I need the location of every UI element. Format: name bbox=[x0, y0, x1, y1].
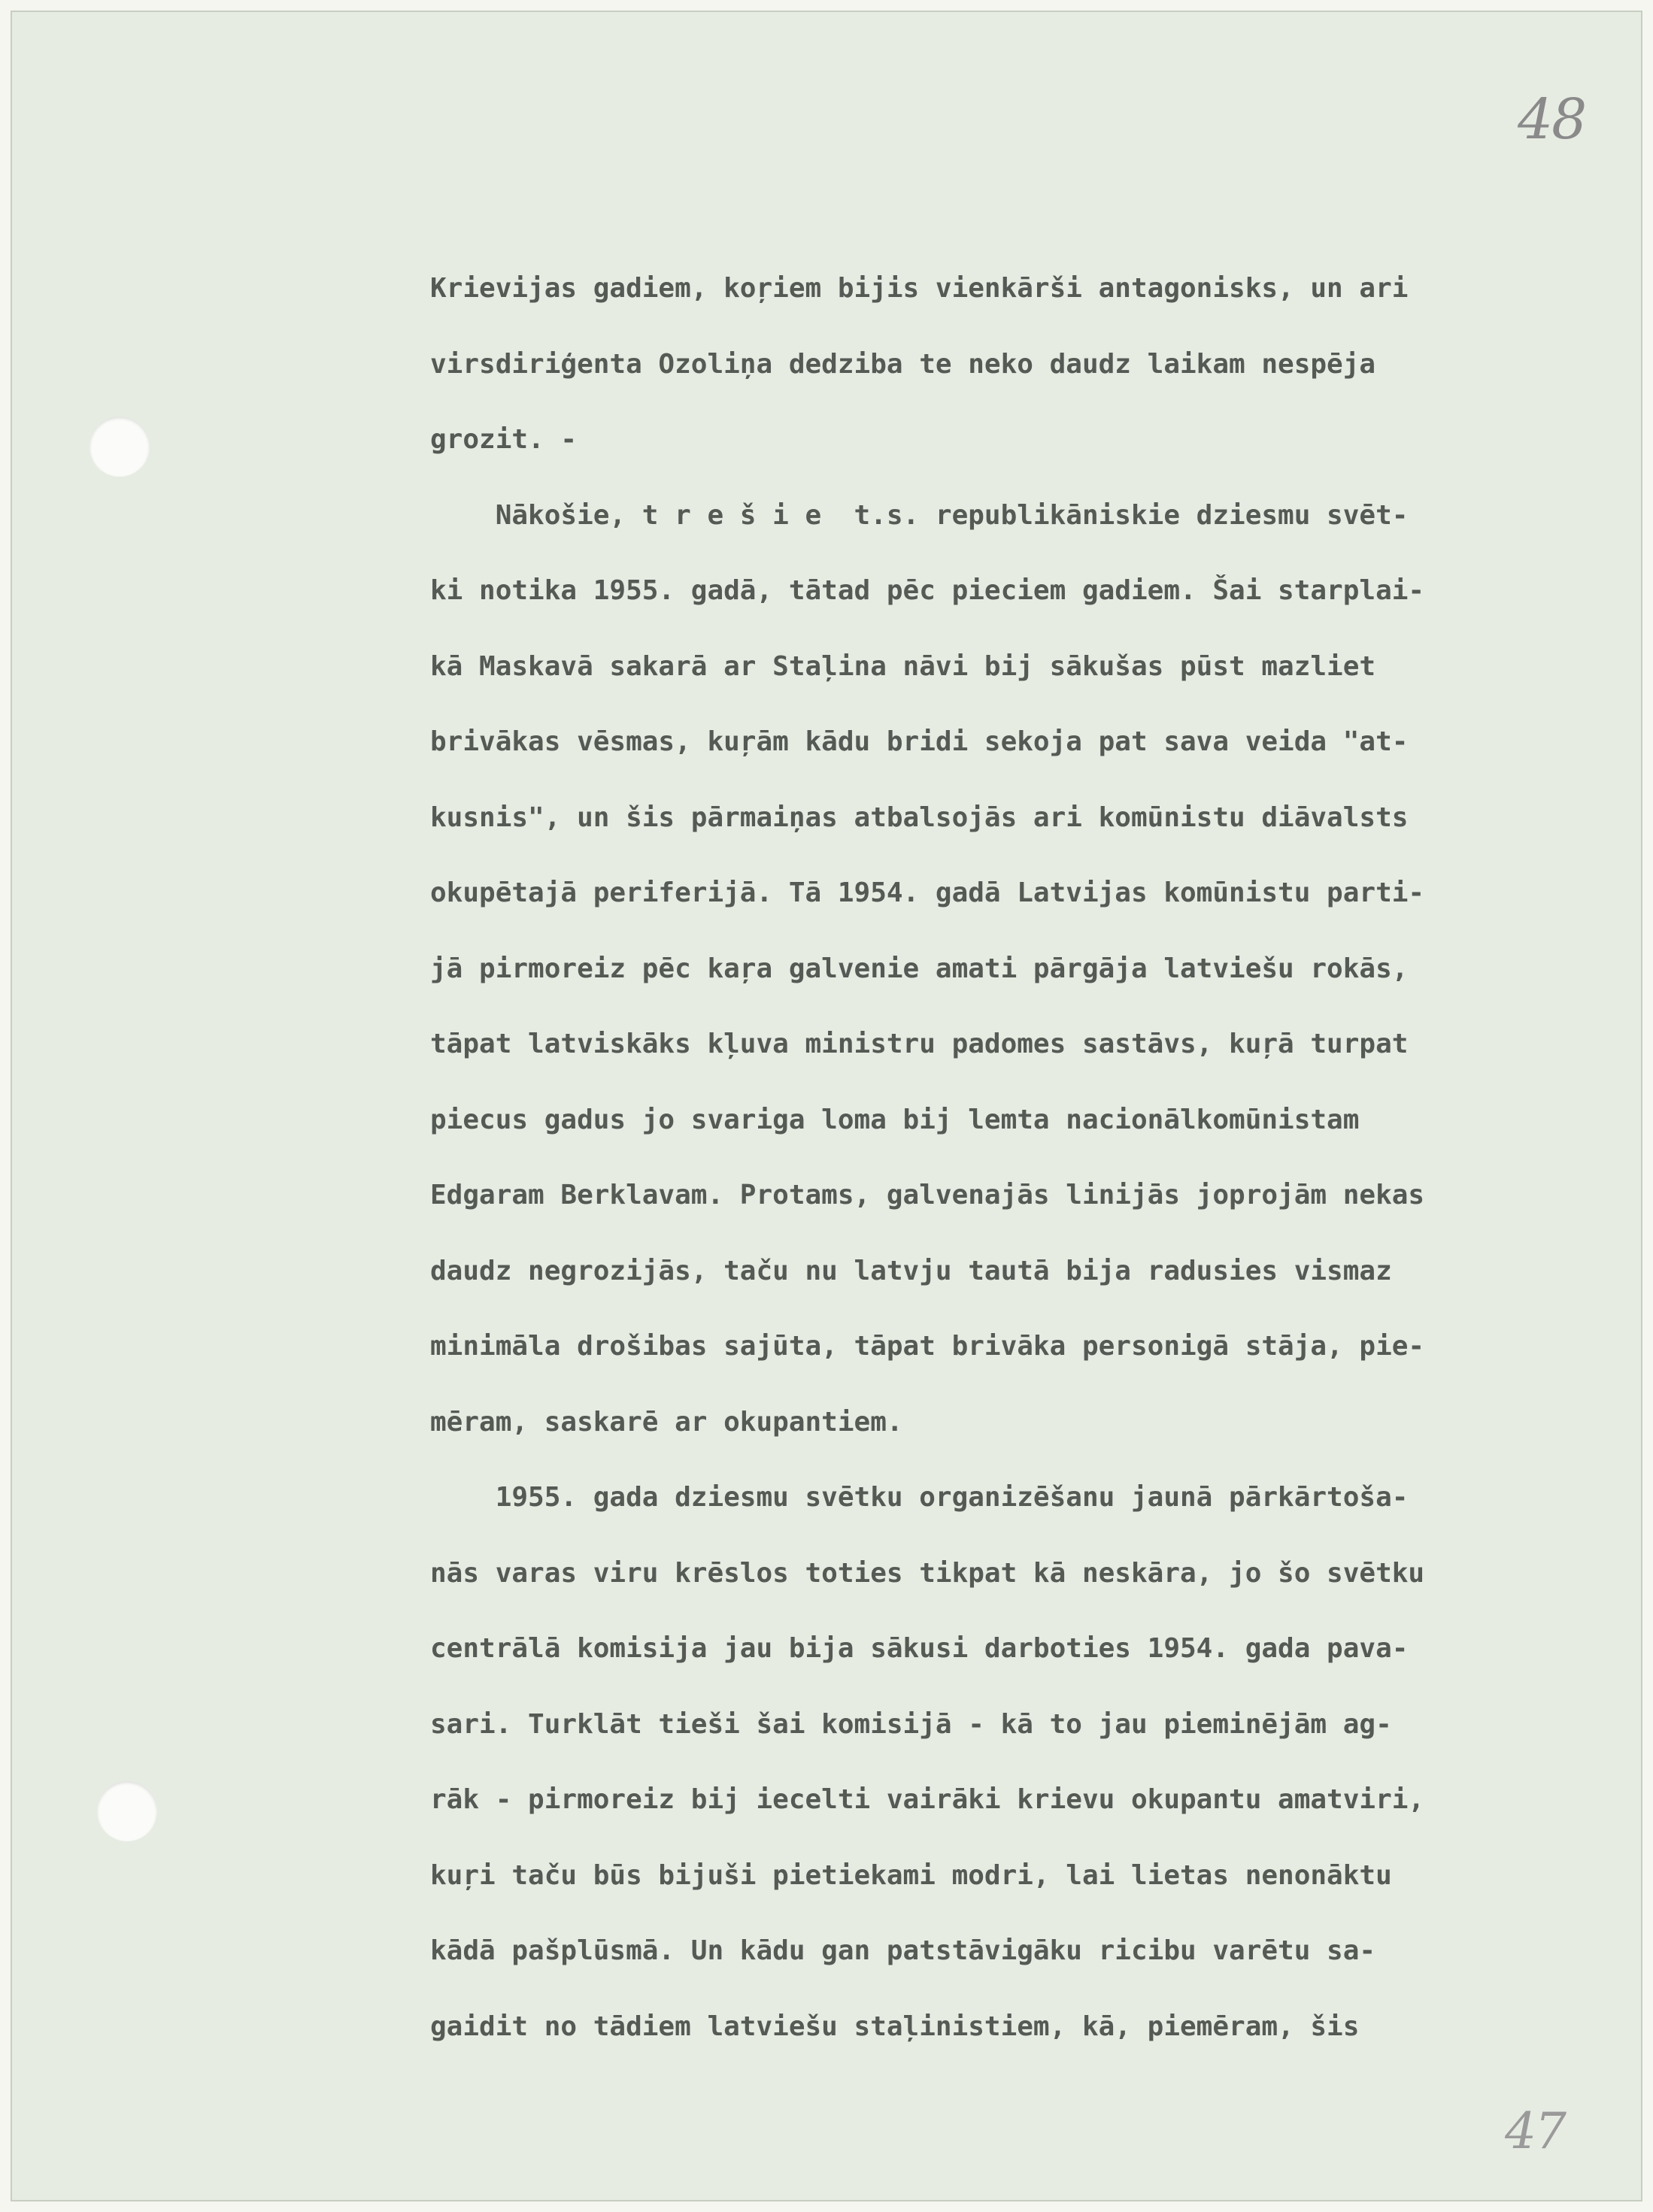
text-line: Krievijas gadiem, koŗiem bijis vienkārši antagonisks, un ari bbox=[430, 273, 1409, 304]
text-line: jā pirmoreiz pēc kaŗa galvenie amati pārgāja latviešu rokās, bbox=[430, 953, 1409, 984]
text-line: tāpat latviskāks kļuva ministru padomes sastāvs, kuŗā turpat bbox=[430, 1029, 1409, 1059]
text-line: gaidit no tādiem latviešu staļinistiem, kā, piemēram, šis bbox=[430, 2010, 1360, 2042]
text-line: kādā pašplūsmā. Un kādu gan patstāvigāku ricibu varētu sa- bbox=[430, 1935, 1376, 1966]
text-line: Edgaram Berklavam. Protams, galvenajās linijās joprojām nekas bbox=[430, 1180, 1425, 1211]
text-line: virsdiriģenta Ozoliņa dedziba te neko daudz laikam nespēja bbox=[430, 348, 1376, 380]
text-line: kā Maskavā sakarā ar Staļina nāvi bij sākušas pūst mazliet bbox=[430, 650, 1376, 682]
text-line: minimāla drošibas sajūta, tāpat brivāka personigā stāja, pie- bbox=[430, 1331, 1425, 1362]
text-line: sari. Turklāt tieši šai komisijā - kā to jau pieminējām ag- bbox=[430, 1708, 1392, 1740]
text-line: kusnis", un šis pārmaiņas atbalsojās ari komūnistu diāvalsts bbox=[430, 801, 1409, 833]
typewritten-body bbox=[430, 251, 1588, 2065]
handwritten-page-number-bottom: 47 bbox=[1505, 2102, 1565, 2160]
text-line: okupētajā periferijā. Tā 1954. gadā Latvijas komūnistu parti- bbox=[430, 877, 1425, 908]
handwritten-page-number-top: 48 bbox=[1518, 87, 1586, 152]
text-line: piecus gadus jo svariga loma bij lemta nacionālkomūnistam bbox=[430, 1104, 1360, 1135]
text-line: nās varas viru krēslos toties tikpat kā neskāra, jo šo svētku bbox=[430, 1557, 1425, 1589]
document-page bbox=[11, 11, 1642, 2201]
punch-hole-bottom bbox=[97, 1781, 157, 1841]
punch-hole-top bbox=[89, 417, 150, 477]
text-line: centrālā komisija jau bija sākusi darboties 1954. gada pava- bbox=[430, 1633, 1409, 1664]
text-line: rāk - pirmoreiz bij iecelti vairāki krievu okupantu amatviri, bbox=[430, 1784, 1425, 1815]
text-line: Nākošie, t r e š i e t.s. republikāniskie dziesmu svēt- bbox=[430, 499, 1409, 531]
text-line: kuŗi taču būs bijuši pietiekami modri, lai lietas nenonāktu bbox=[430, 1859, 1392, 1891]
text-line: grozit. - bbox=[430, 424, 578, 455]
text-line: brivākas vēsmas, kuŗām kādu bridi sekoja pat sava veida "at- bbox=[430, 726, 1409, 757]
text-line: mēram, saskarē ar okupantiem. bbox=[430, 1406, 903, 1438]
text-line: ki notika 1955. gadā, tātad pēc pieciem gadiem. Šai starplai- bbox=[430, 575, 1425, 606]
text-line: 1955. gada dziesmu svētku organizēšanu jaunā pārkārtoša- bbox=[430, 1482, 1409, 1513]
text-line: daudz negrozijās, taču nu latvju tautā bija radusies vismaz bbox=[430, 1255, 1392, 1286]
